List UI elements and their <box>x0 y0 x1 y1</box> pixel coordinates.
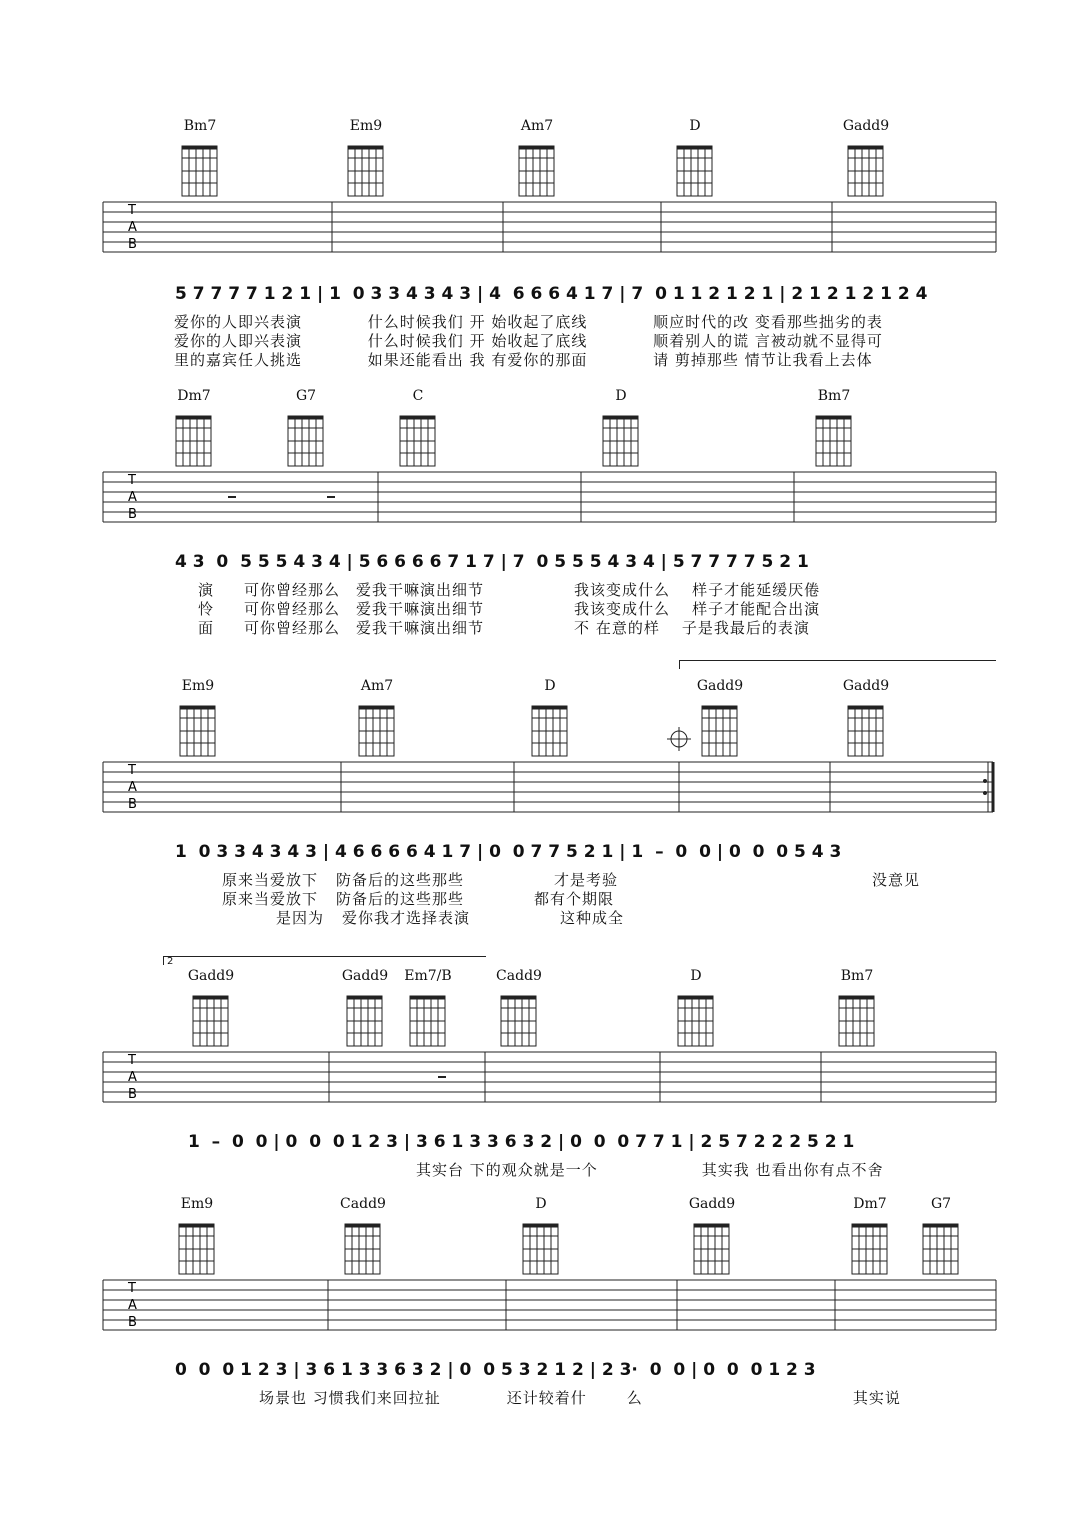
system-2 <box>0 388 1080 648</box>
chord-name: Cadd9 <box>496 968 542 984</box>
lyric-text: 我该变成什么 <box>574 600 671 618</box>
lyric-text: 不 在意的样 <box>574 619 660 637</box>
lyric-text: 防备后的这些那些 <box>336 890 465 908</box>
chord-name: D <box>535 1196 547 1212</box>
svg-text:A: A <box>128 1070 137 1085</box>
chord-name: Am7 <box>360 678 394 694</box>
lyric-text: 爱我干嘛演出细节 <box>356 619 485 637</box>
numbered-notation: 1 – 0 0 | 0 0 0 1 2 3 | 3 6 1 3 3 6 3 2 | 0 0 0 7 7 1 | 2 5 7 2 2 2 5 2 1 <box>188 1132 855 1152</box>
lyric-text: 这种成全 <box>560 909 625 927</box>
lyric-verse-1 <box>259 1389 901 1408</box>
system-1 <box>0 118 1080 378</box>
lyric-verse-3 <box>174 351 873 370</box>
lyric-text: 都有个期限 <box>534 890 615 908</box>
lyric-text: 场景也 习惯我们来回拉扯 <box>259 1389 441 1407</box>
svg-text:A: A <box>128 1298 137 1313</box>
lyric-text: 面 <box>198 619 215 637</box>
lyric-text: 如果还能看出 我 有爱你的那面 <box>367 351 588 369</box>
svg-text:A: A <box>128 220 137 235</box>
chord-grids <box>176 416 851 466</box>
numbered-notation: 0 0 0 1 2 3 | 3 6 1 3 3 6 3 2 | 0 0 5 3 2 1 2 | 2 3· 0 0 | 0 0 0 1 2 3 <box>175 1360 816 1380</box>
tab-staff <box>0 128 1080 278</box>
lyric-text: 我该变成什么 <box>574 581 671 599</box>
lyric-verse-2 <box>198 600 820 619</box>
chord-name: Bm7 <box>817 388 851 404</box>
system-3 <box>0 678 1080 938</box>
lyric-verse-2 <box>174 332 883 351</box>
tab-staff <box>0 688 1080 838</box>
lyric-verse-1 <box>198 581 820 600</box>
chord-name: G7 <box>930 1196 952 1212</box>
lyric-verse-1 <box>174 313 883 332</box>
chord-grids <box>180 706 883 756</box>
chord-name: Em9 <box>180 1196 214 1212</box>
lyric-text: 样子才能延缓厌倦 <box>692 581 821 599</box>
chord-name: Gadd9 <box>341 968 389 984</box>
chord-grids <box>179 1224 958 1274</box>
chord-name: Gadd9 <box>842 678 890 694</box>
svg-text:A: A <box>128 780 137 795</box>
chord-name: Em9 <box>181 678 215 694</box>
numbered-notation: 4 3 0 5 5 5 4 3 4 | 5 6 6 6 6 7 1 7 | 7 0 5 5 5 4 3 4 | 5 7 7 7 7 5 2 1 <box>175 552 809 572</box>
staff-lines <box>103 1280 996 1330</box>
staff-lines <box>103 202 996 252</box>
lyric-text: 顺着别人的谎 言被动就不显得可 <box>653 332 883 350</box>
tab-staff <box>0 398 1080 548</box>
lyric-text: 爱我干嘛演出细节 <box>356 600 485 618</box>
system-4 <box>0 956 1080 1198</box>
chord-name: D <box>615 388 627 404</box>
lyric-text: 可你曾经那么 <box>244 581 341 599</box>
lyric-verse-1 <box>222 871 920 890</box>
tab-staff <box>0 1206 1080 1356</box>
chord-name: Em7/B <box>404 968 452 984</box>
tab-clef: T <box>128 763 136 778</box>
lyric-text: 里的嘉宾任人挑选 <box>174 351 303 369</box>
lyric-text: 其实台 下的观众就是一个 <box>416 1161 598 1179</box>
lyric-text: 没意见 <box>872 871 921 889</box>
lyric-text: 爱你我才选择表演 <box>342 909 471 927</box>
numbered-notation: 5 7 7 7 7 1 2 1 | 1 0 3 3 4 3 4 3 | 4 6 6 6 4 1 7 | 7 0 1 1 2 1 2 1 | 2 1 2 1 2 1 2 4 <box>175 284 928 304</box>
staff-lines <box>103 1052 996 1102</box>
tab-clef: T <box>128 203 136 218</box>
chord-name: G7 <box>295 388 317 404</box>
chord-name: Em9 <box>349 118 383 134</box>
tab-staff <box>0 978 1080 1128</box>
lyric-text: 原来当爱放下 <box>222 890 319 908</box>
chord-name: Am7 <box>520 118 554 134</box>
numbered-notation: 1 0 3 3 4 3 4 3 | 4 6 6 6 6 4 1 7 | 0 0 7 7 5 2 1 | 1 – 0 0 | 0 0 0 5 4 3 <box>175 842 842 862</box>
lyric-text: 请 剪掉那些 情节让我看上去体 <box>653 351 873 369</box>
lyric-text: 其实说 <box>852 1389 901 1407</box>
lyric-verse-2 <box>222 890 614 909</box>
lyric-verse-3 <box>198 619 810 638</box>
chord-grids <box>182 146 883 196</box>
svg-text:B: B <box>128 237 137 252</box>
lyric-text: 么 <box>626 1389 643 1407</box>
lyric-verse-3 <box>276 909 624 928</box>
lyric-text: 才是考验 <box>554 871 619 889</box>
chord-grids <box>193 996 874 1046</box>
lyric-text: 子是我最后的表演 <box>681 619 810 637</box>
chord-name: Bm7 <box>840 968 874 984</box>
chord-name: D <box>689 118 701 134</box>
lyric-text: 怜 <box>198 600 215 618</box>
volta-number: 2 <box>167 956 174 967</box>
system-5 <box>0 1196 1080 1426</box>
tab-clef: T <box>128 1281 136 1296</box>
lyric-text: 样子才能配合出演 <box>692 600 821 618</box>
chord-name: Bm7 <box>183 118 217 134</box>
volta-bracket <box>163 956 486 965</box>
lyric-text: 爱我干嘛演出细节 <box>356 581 485 599</box>
svg-text:B: B <box>128 507 137 522</box>
chord-name: Gadd9 <box>688 1196 736 1212</box>
staff-lines <box>103 472 996 522</box>
lyric-text: 爱你的人即兴表演 <box>174 313 303 331</box>
tab-clef: T <box>128 473 136 488</box>
lyric-text: 什么时候我们 开 始收起了底线 <box>367 313 588 331</box>
chord-name: Gadd9 <box>842 118 890 134</box>
chord-name: Dm7 <box>177 388 211 404</box>
staff-lines <box>103 762 993 812</box>
svg-text:B: B <box>128 797 137 812</box>
lyric-verse-1 <box>416 1161 884 1180</box>
lyric-text: 演 <box>198 581 215 599</box>
lyric-text: 原来当爱放下 <box>222 871 319 889</box>
chord-name: Dm7 <box>853 1196 887 1212</box>
lyric-text: 爱你的人即兴表演 <box>174 332 303 350</box>
volta-bracket <box>679 660 996 669</box>
chord-name: D <box>544 678 556 694</box>
lyric-text: 可你曾经那么 <box>244 619 341 637</box>
lyric-text: 是因为 <box>276 909 325 927</box>
svg-text:A: A <box>128 490 137 505</box>
tab-clef: T <box>128 1053 136 1068</box>
chord-name: C <box>412 388 424 404</box>
svg-text:B: B <box>128 1315 137 1330</box>
svg-text:B: B <box>128 1087 137 1102</box>
chord-name: Gadd9 <box>696 678 744 694</box>
lyric-text: 还计较着什 <box>506 1389 587 1407</box>
chord-name: D <box>690 968 702 984</box>
lyric-text: 防备后的这些那些 <box>336 871 465 889</box>
lyric-text: 什么时候我们 开 始收起了底线 <box>367 332 588 350</box>
lyric-text: 可你曾经那么 <box>244 600 341 618</box>
lyric-text: 顺应时代的改 变看那些拙劣的表 <box>653 313 883 331</box>
chord-name: Gadd9 <box>187 968 235 984</box>
chord-name: Cadd9 <box>340 1196 386 1212</box>
lyric-text: 其实我 也看出你有点不舍 <box>701 1161 884 1179</box>
